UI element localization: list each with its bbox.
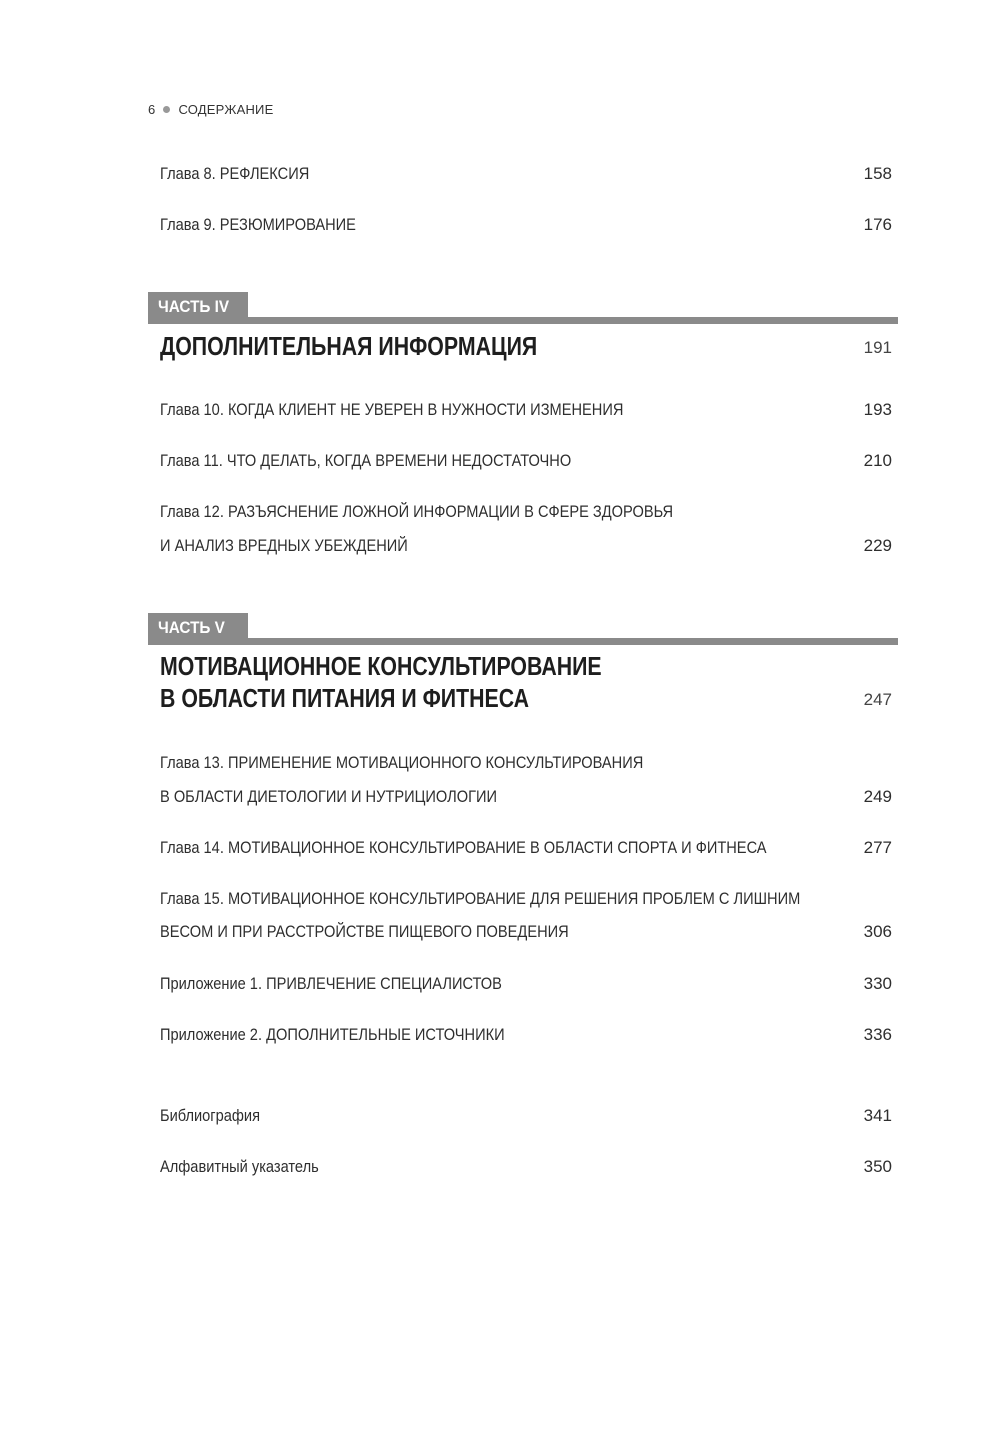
toc-entry-chapter-14[interactable] bbox=[160, 838, 892, 858]
toc-entry-page: 229 bbox=[863, 536, 892, 555]
toc-entry-index[interactable] bbox=[160, 1157, 892, 1177]
toc-entry-chapter-12-line-1[interactable] bbox=[160, 502, 892, 522]
part-5-page: 247 bbox=[863, 690, 892, 709]
toc-entry-page: 249 bbox=[863, 787, 892, 806]
header-section-title: СОДЕРЖАНИЕ bbox=[178, 102, 274, 117]
toc-entry-page: 350 bbox=[863, 1157, 892, 1176]
toc-entry-bibliography[interactable] bbox=[160, 1106, 892, 1126]
toc-entry-page: 158 bbox=[863, 164, 892, 183]
toc-entry-page: 306 bbox=[863, 922, 892, 941]
bullet-icon bbox=[163, 106, 170, 113]
part-4-page: 191 bbox=[863, 338, 892, 357]
toc-entry-title: Глава 14. МОТИВАЦИОННОЕ КОНСУЛЬТИРОВАНИЕ В ОБЛАСТИ СПОРТА И ФИТНЕСА bbox=[160, 838, 767, 857]
toc-entry-chapter-13-line-2[interactable] bbox=[160, 787, 892, 807]
toc-entry-chapter-13-line-1[interactable] bbox=[160, 753, 892, 773]
toc-entry-page: 210 bbox=[863, 451, 892, 470]
part-5-label: ЧАСТЬ V bbox=[148, 613, 248, 643]
toc-entry-title: Глава 15. МОТИВАЦИОННОЕ КОНСУЛЬТИРОВАНИЕ ДЛЯ РЕШЕНИЯ ПРОБЛЕМ С ЛИШНИМ bbox=[160, 889, 801, 908]
toc-entry-appendix-1[interactable] bbox=[160, 974, 892, 994]
toc-entry-title: Глава 8. РЕФЛЕКСИЯ bbox=[160, 164, 310, 183]
toc-entry-title: И АНАЛИЗ ВРЕДНЫХ УБЕЖДЕНИЙ bbox=[160, 536, 408, 555]
toc-entry-page: 193 bbox=[863, 400, 892, 419]
toc-entry-appendix-2[interactable] bbox=[160, 1025, 892, 1045]
toc-entry-page: 277 bbox=[863, 838, 892, 857]
part-4-title[interactable]: ДОПОЛНИТЕЛЬНАЯ ИНФОРМАЦИЯ bbox=[160, 331, 538, 361]
part-5-title[interactable]: МОТИВАЦИОННОЕ КОНСУЛЬТИРОВАНИЕ В ОБЛАСТИ ПИТАНИЯ И ФИТНЕСА bbox=[160, 651, 602, 713]
toc-entry-chapter-8[interactable] bbox=[160, 164, 892, 184]
toc-entry-title: В ОБЛАСТИ ДИЕТОЛОГИИ И НУТРИЦИОЛОГИИ bbox=[160, 787, 498, 806]
toc-entry-page: 330 bbox=[863, 974, 892, 993]
toc-entry-page: 341 bbox=[863, 1106, 892, 1125]
toc-entry-title: Алфавитный указатель bbox=[160, 1157, 319, 1176]
toc-entry-title: Библиография bbox=[160, 1106, 261, 1125]
toc-entry-chapter-10[interactable] bbox=[160, 400, 892, 420]
part-4-divider bbox=[148, 317, 898, 324]
part-5-divider bbox=[148, 638, 898, 645]
toc-entry-title: Приложение 2. ДОПОЛНИТЕЛЬНЫЕ ИСТОЧНИКИ bbox=[160, 1025, 505, 1044]
toc-entry-page: 336 bbox=[863, 1025, 892, 1044]
running-head bbox=[148, 102, 273, 117]
header-page-number: 6 bbox=[148, 102, 156, 117]
toc-entry-title: Глава 12. РАЗЪЯСНЕНИЕ ЛОЖНОЙ ИНФОРМАЦИИ В СФЕРЕ ЗДОРОВЬЯ bbox=[160, 502, 674, 521]
toc-entry-chapter-15-line-2[interactable] bbox=[160, 922, 892, 942]
toc-entry-chapter-11[interactable] bbox=[160, 451, 892, 471]
toc-entry-title: Глава 13. ПРИМЕНЕНИЕ МОТИВАЦИОННОГО КОНСУЛЬТИРОВАНИЯ bbox=[160, 753, 644, 772]
part-4-label: ЧАСТЬ IV bbox=[148, 292, 248, 322]
toc-entry-title: Приложение 1. ПРИВЛЕЧЕНИЕ СПЕЦИАЛИСТОВ bbox=[160, 974, 502, 993]
toc-entry-chapter-12-line-2[interactable] bbox=[160, 536, 892, 556]
toc-entry-title: ВЕСОМ И ПРИ РАССТРОЙСТВЕ ПИЩЕВОГО ПОВЕДЕНИЯ bbox=[160, 922, 569, 941]
toc-entry-title: Глава 9. РЕЗЮМИРОВАНИЕ bbox=[160, 215, 356, 234]
toc-entry-title: Глава 11. ЧТО ДЕЛАТЬ, КОГДА ВРЕМЕНИ НЕДОСТАТОЧНО bbox=[160, 451, 572, 470]
toc-entry-chapter-9[interactable] bbox=[160, 215, 892, 235]
toc-entry-chapter-15-line-1[interactable] bbox=[160, 889, 892, 909]
toc-entry-title: Глава 10. КОГДА КЛИЕНТ НЕ УВЕРЕН В НУЖНОСТИ ИЗМЕНЕНИЯ bbox=[160, 400, 624, 419]
toc-entry-page: 176 bbox=[863, 215, 892, 234]
